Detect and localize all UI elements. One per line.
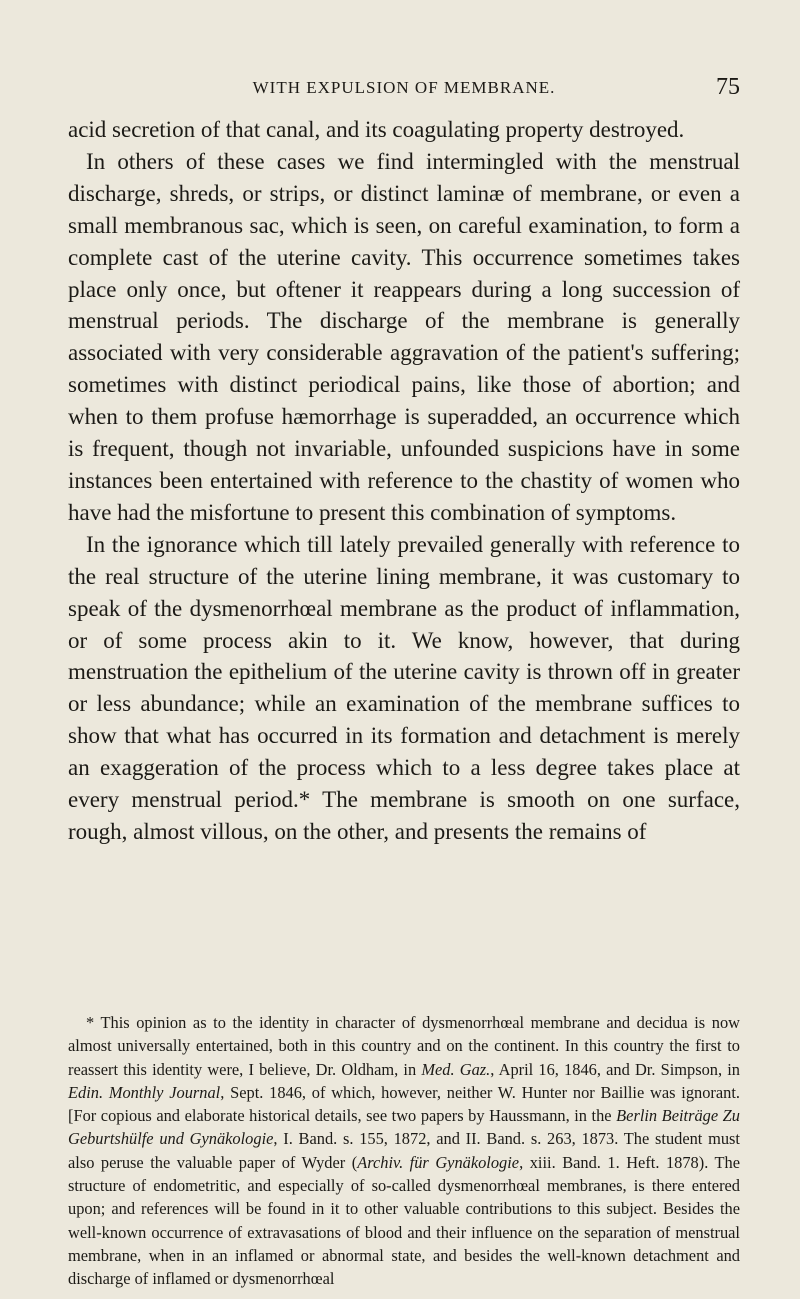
citation-berlin-beitraege: Berlin Beiträge Zu Geburtshülfe und Gynäkologie [68, 1106, 740, 1149]
footnote-text-3: , Sept. 1846, of which, however, neither W. Hunter nor Baillie was ignorant. [For copious and elaborate historical details, see two papers by Haussmann, in the [68, 1082, 740, 1126]
paragraph-continued: acid secretion of that canal, and its coagulating property destroyed. [68, 117, 685, 142]
citation-med-gaz: Med. Gaz. [421, 1059, 491, 1079]
footnote [68, 1011, 740, 1291]
running-head: WITH EXPULSION OF MEMBRANE. [252, 78, 556, 97]
page-number: 75 [716, 74, 740, 100]
paragraph-membrane-structure: In the ignorance which till lately prevailed generally with reference to the real structure of the uterine lining membrane, it was customary to speak of the dysmenorrhœal membrane as the product of inflammation, or of some process akin to it. We know, however, that during menstruation the epithelium of the uterine cavity is thrown off in greater or less abundance; while an examination of the membrane suffices to show that what has occurred in its formation and detachment is merely an exaggeration of the process which to a less degree takes place at every menstrual period.* The membrane is smooth on one surface, rough, almost villous, on the other, and presents the remains of [68, 531, 740, 844]
footnote-text-5: , xiii. Band. 1. Heft. 1878). The structure of endometritic, and especially of so-called dysmenorrhœal membranes, is there entered upon; and references will be found in it to other valuable contributions to this subject. Besides the well-known occurrence of extravasations of blood and their influence on the separation of menstrual membrane, when in an inflamed or abnormal state, and besides the well-known detachment and discharge of inflamed or dysmenorrhœal [68, 1152, 741, 1289]
citation-archiv: Archiv. für Gynäkologie [357, 1152, 520, 1172]
footnote-paragraph [68, 1011, 740, 1291]
paragraph-membrane-discharge: In others of these cases we find intermingled with the menstrual discharge, shreds, or strips, or distinct laminæ of membrane, or even a small membranous sac, which is seen, on careful examination, to form a complete cast of the uterine cavity. This occurrence sometimes takes place only once, but oftener it reappears during a long succession of menstrual periods. The discharge of the membrane is generally associated with very considerable aggravation of the patient's suffering; sometimes with distinct periodical pains, like those of abortion; and when to them profuse hæmorrhage is superadded, an occurrence which is frequent, though not invariable, unfounded suspicions have in some instances been entertained with reference to the chastity of women who have had the misfortune to present this combination of symptoms. [68, 148, 740, 525]
footnote-text-4: , I. Band. s. 155, 1872, and II. Band. s. 263, 1873. The student must also peruse the valuable paper of Wyder ( [68, 1129, 740, 1172]
footnote-text-1: * This opinion as to the identity in character of dysmenorrhœal membrane and decidua is now almost universally entertained, both in this country and on the continent. In this country the first to reassert this identity were, I believe, Dr. Oldham, in [68, 1013, 740, 1079]
page-header [68, 74, 740, 108]
footnote-text-2: , April 16, 1846, and Dr. Simpson, in [490, 1059, 741, 1079]
citation-edin-monthly: Edin. Monthly Journal [68, 1082, 221, 1102]
main-text [68, 114, 740, 848]
